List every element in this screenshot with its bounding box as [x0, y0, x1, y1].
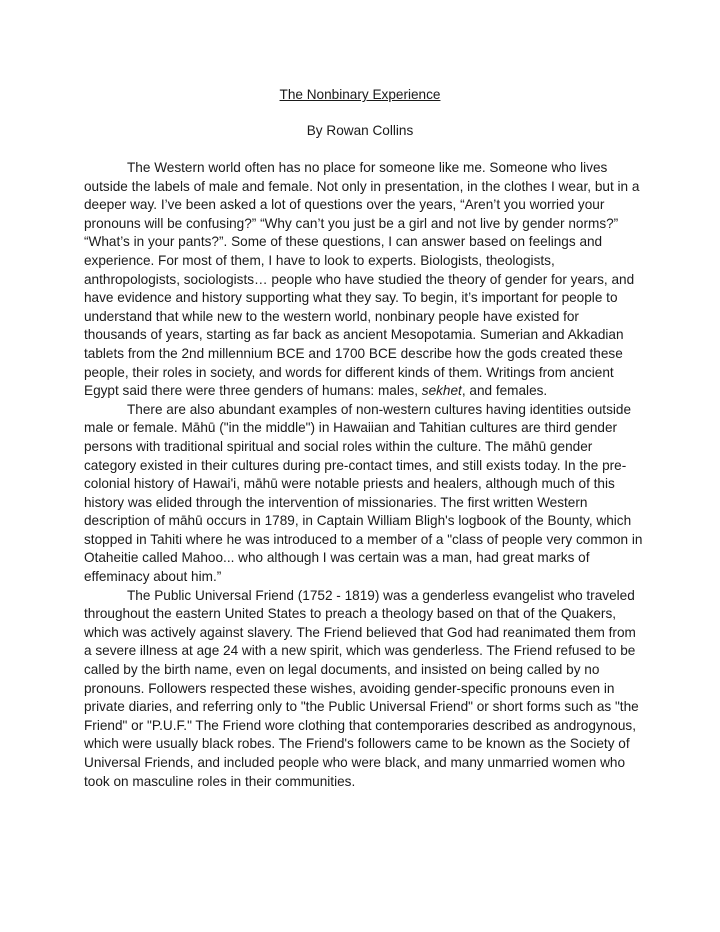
paragraph-3: The Public Universal Friend (1752 - 1819) was a genderless evangelist who traveled throughout the eastern United States to preach a theology based on that of the Quakers, which was actively against slavery. The Friend believed that God had reanimated them from a severe illness at age 24 with a new spirit, which was genderless. The Friend refused to be called by the birth name, even on legal documents, and insisted on being called by no pronouns. Followers respected these wishes, avoiding gender-specific pronouns even in private diaries, and referring only to "the Public Universal Friend" or short forms such as "the Friend" or "P.U.F." The Friend wore clothing that contemporaries described as androgynous, which were usually black robes. The Friend's followers came to be known as the Society of Universal Friends, and included people who were black, and many unmarried women who took on masculine roles in their communities.: [84, 587, 639, 789]
emphasized-term: sekhet: [421, 383, 462, 399]
paragraph-1-end: , and females.: [461, 383, 548, 399]
paragraph-1-text: The Western world often has no place for someone like me. Someone who lives outside the labels of male and female. Not only in presentation, in the clothes I wear, but in a deeper way. I’ve been asked a lot of questions over the years, “Aren’t you worried your pronouns will be confusing?” “Why can’t you just be a girl and not live by gender norms?” “What’s in your pants?”. Some of these questions, I can answer based on feelings and experience. For most of them, I have to look to experts. Biologists, theologists, anthropologists, sociologists… people who have studied the theory of gender for years, and have evidence and history supporting what they say. To begin, it’s important for people to understand that while new to the western world, nonbinary people have existed for thousands of years, starting as far back as ancient Mesopotamia. Sumerian and Akkadian tablets from the 2nd millennium BCE and 1700 BCE describe how the gods created these people, their roles in society, and words for different kinds of them. Writings from ancient Egypt said there were three genders of humans: males,: [84, 160, 640, 399]
paragraph-2: There are also abundant examples of non-western cultures having identities outside male or female. Māhū ("in the middle") in Hawaiian and Tahitian cultures are third gender persons with traditional spiritual and social roles within the culture. The māhū gender category existed in their cultures during pre-contact times, and still exists today. In the pre-colonial history of Hawai'i, māhū were notable priests and healers, although much of this history was elided through the intervention of missionaries. The first written Western description of māhū occurs in 1789, in Captain William Bligh's logbook of the Bounty, which stopped in Tahiti where he was introduced to a member of a "class of people very common in Otaheitie called Mahoo... who although I was certain was a man, had great marks of effeminacy about him.”: [84, 401, 643, 585]
author-byline: By Rowan Collins: [306, 123, 414, 138]
paragraph-1: [84, 159, 644, 401]
document-body: [84, 159, 644, 791]
document-title: The Nonbinary Experience: [279, 87, 441, 102]
